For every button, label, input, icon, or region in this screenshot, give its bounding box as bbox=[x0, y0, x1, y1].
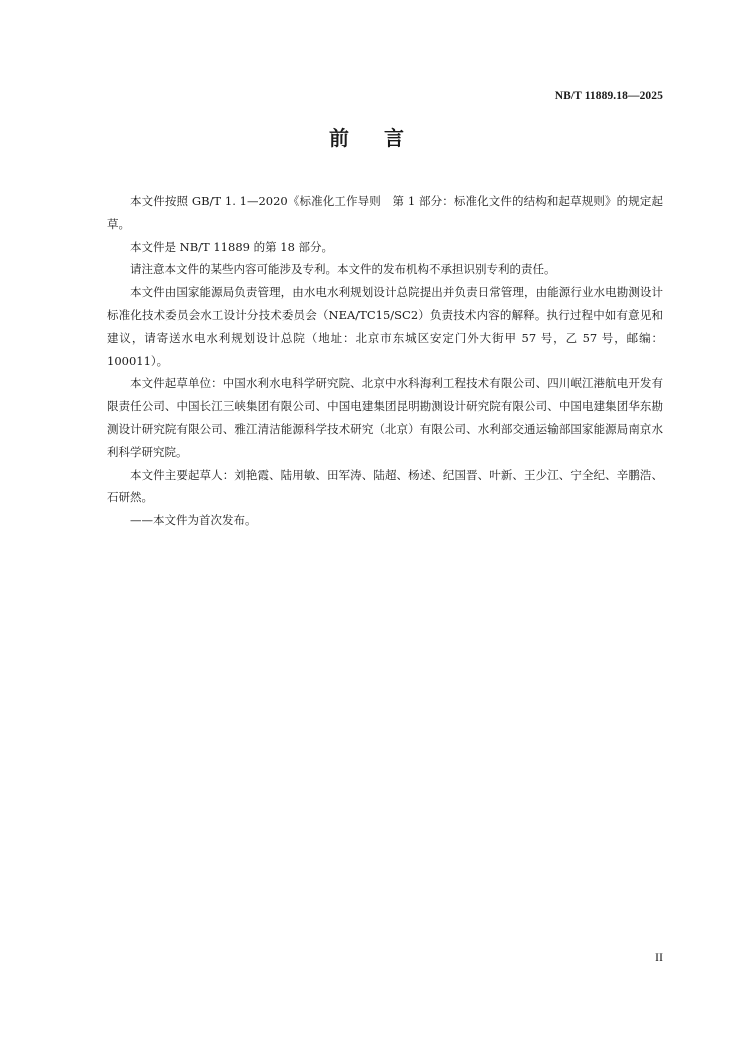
paragraph-management: 本文件由国家能源局负责管理，由水电水利规划设计总院提出并负责日常管理，由能源行业水电勘测设计标准化技术委员会水工设计分技术委员会（NEA/TC15/SC2）负责技术内容的解释。执行过程中如有意见和建议，请寄送水电水利规划设计总院（地址：北京市东城区安定门外大街甲 57 号，乙 57 号，邮编：100011）。 bbox=[107, 285, 663, 368]
paragraph-drafters: 本文件主要起草人：刘艳霞、陆用敏、田军涛、陆超、杨述、纪国晋、叶新、王少江、宁全纪、辛鹏浩、石研然。 bbox=[107, 467, 663, 505]
paragraph-patent-notice: 请注意本文件的某些内容可能涉及专利。本文件的发布机构不承担识别专利的责任。 bbox=[130, 262, 556, 277]
paragraph-first-release: ——本文件为首次发布。 bbox=[130, 513, 257, 528]
page-title: 前 言 bbox=[329, 126, 418, 150]
page-number: II bbox=[655, 950, 663, 964]
paragraph-part-number: 本文件是 NB/T 11889 的第 18 部分。 bbox=[130, 239, 334, 254]
paragraph-drafting-units: 本文件起草单位：中国水利水电科学研究院、北京中水科海利工程技术有限公司、四川岷江港航电开发有限责任公司、中国长江三峡集团有限公司、中国电建集团昆明勘测设计研究院有限公司、中国电建集团华东勘测设计研究院有限公司、雅江清洁能源科学技术研究（北京）有限公司、水利部交通运输部国家能源局南京水利科学研究院。 bbox=[107, 376, 663, 459]
document-code: NB/T 11889.18—2025 bbox=[554, 90, 663, 102]
paragraph-drafting-rules: 本文件按照 GB/T 1. 1—2020《标准化工作导则 第 1 部分：标准化文件的结构和起草规则》的规定起草。 bbox=[107, 194, 663, 231]
foreword-body bbox=[107, 190, 663, 532]
